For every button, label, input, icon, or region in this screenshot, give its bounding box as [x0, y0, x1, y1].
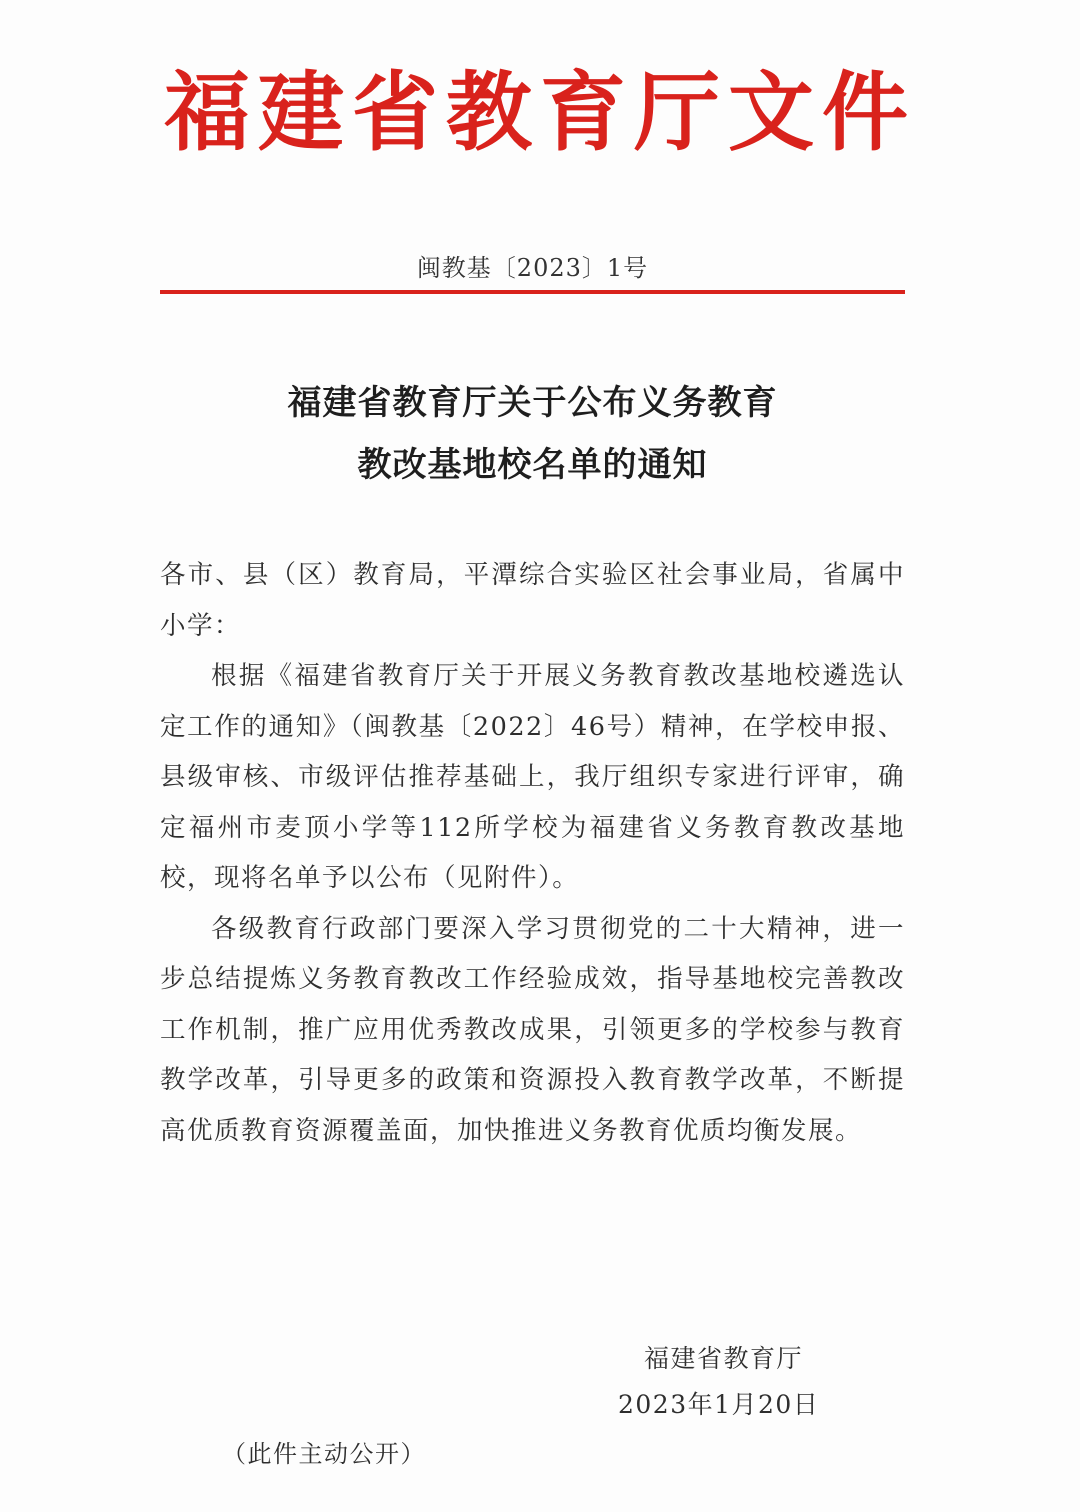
body-paragraph-1: 根据《福建省教育厅关于开展义务教育教改基地校遴选认定工作的通知》（闽教基〔2022〕46号）精神，在学校申报、县级审核、市级评估推荐基础上，我厅组织专家进行评审，确定福州市麦顶小学等112所学校为福建省义务教育教改基地校，现将名单予以公布（见附件）。: [160, 661, 905, 893]
notice-title-line-1: 福建省教育厅关于公布义务教育: [287, 383, 778, 423]
signature-block: [600, 1336, 850, 1428]
salutation: 各市、县（区）教育局，平潭综合实验区社会事业局，省属中小学：: [160, 560, 905, 641]
notice-title-line-2: 教改基地校名单的通知: [357, 445, 708, 485]
notice-body: [160, 550, 905, 1156]
notice-title: [160, 372, 905, 496]
body-paragraph-2: 各级教育行政部门要深入学习贯彻党的二十大精神，进一步总结提炼义务教育教改工作经验成效，指导基地校完善教改工作机制，推广应用优秀教改成果，引领更多的学校参与教育教学改革，引导更多的政策和资源投入教育教学改革，不断提高优质教育资源覆盖面，加快推进义务教育优质均衡发展。: [160, 913, 905, 1146]
document-number: 闽教基〔2023〕1号: [416, 254, 649, 282]
issue-date: 2023年1月20日: [618, 1390, 820, 1419]
issuing-organization: 福建省教育厅: [644, 1344, 804, 1373]
document-masthead: 福建省教育厅文件: [164, 62, 916, 163]
disclosure-note: （此件主动公开）: [222, 1440, 426, 1468]
red-divider-rule: [160, 290, 905, 294]
